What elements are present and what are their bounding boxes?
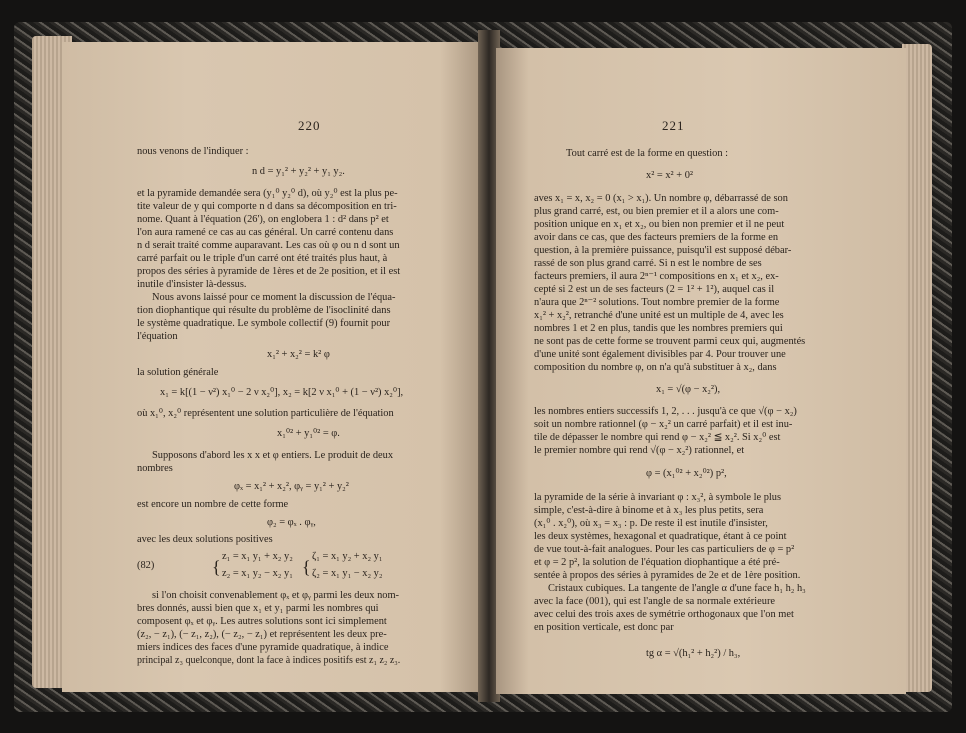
equation: z₂ = x₁ y₂ − x₂ y₁ [222,568,293,579]
text-line: position unique en x₁ et x₂, ou bien non premier et il ne peut [534,219,785,230]
right-page [496,48,906,694]
text-line: est encore un nombre de cette forme [137,499,289,510]
text-line: Cristaux cubiques. La tangente de l'angle α d'une face h₁ h₂ h₃ [548,583,806,594]
text-line: avec la face (001), qui est l'angle de sa normale extérieure [534,596,776,607]
text-line: avec les deux solutions positives [137,534,273,545]
text-line: ne sont pas de cette forme se trouvent parmi ceux qui, augmentés [534,336,806,347]
text-line: x₁² + x₂², retranché d'une unité est un multiple de 4, avec les [534,310,784,321]
text-line: nous venons de l'indiquer : [137,146,249,157]
text-line: le système quadratique. Le symbole collectif (9) fournit pour [137,318,391,329]
equation: x₁ = k[(1 − ν²) x₁⁰ − 2 ν x₂⁰], x₂ = k[2 ν x₁⁰ + (1 − ν²) x₂⁰], [160,387,404,398]
left-page [62,42,482,692]
text-line: l'on aura ramené ce cas au cas général. Un carré contenu dans [137,227,394,238]
text-line: où x₁⁰, x₂⁰ représentent une solution particulière de l'équation [137,408,394,419]
text-line: simple, c'est-à-dire à binome et à x₃ les plus petits, sera [534,505,764,516]
text-line: les deux systèmes, hexagonal et quadratique, étant à ce point [534,531,787,542]
text-line: principal z₃ quelconque, dont la face à indices positifs est z₁ z₂ z₃. [137,655,401,666]
page-number-right: 221 [662,118,685,133]
equation: x² = x² + 0² [646,170,694,181]
equation: ζ₁ = x₁ y₂ + x₂ y₁ [312,551,383,562]
equation: z₁ = x₁ y₁ + x₂ y₂ [222,551,293,562]
text-line: plus grand carré, est, ou bien premier et il a alors une com- [534,206,779,217]
brace-icon: { [212,557,221,577]
text-line: propos des séries à pyramide de 1ères et de 2e position, et il est [137,266,401,277]
text-line: inutile d'insister là-dessus. [137,279,247,290]
equation: x₁⁰² + y₁⁰² = φ. [277,428,340,439]
text-line: rassé de son plus grand carré. Si n est le nombre de ses [534,258,762,269]
equation: φₓ = x₁² + x₂², φᵧ = y₁² + y₂² [234,481,349,492]
text-line: nombres [137,463,173,474]
text-line: l'équation [137,331,178,342]
page-edges-right [902,44,932,692]
text-line: la solution générale [137,367,219,378]
text-line: la pyramide de la série à invariant φ : x₃², à symbole le plus [534,492,782,503]
text-line: tion diophantique qui résulte du problème de l'isoclinité dans [137,305,391,316]
text-line: composition du nombre φ, on n'a qu'à substituer à x₂, dans [534,362,777,373]
text-line: et la pyramide demandée sera (y₁⁰ y₂⁰ d), où y₂⁰ est la plus pe- [137,188,398,199]
text-line: n'aura que 2ⁿ⁻² solutions. Tout nombre premier de la forme [534,297,780,308]
text-line: en position verticale, est donc par [534,622,674,633]
text-line: cepté si 2 est un de ses facteurs (2 = 1² + 1²), auquel cas il [534,284,775,295]
text-line: Nous avons laissé pour ce moment la discussion de l'équa- [152,292,396,303]
text-line: soit un nombre rationnel (φ − x₂² un carré parfait) et il est inu- [534,419,793,430]
equation: tg α = √(h₁² + h₂²) / h₃, [646,648,741,659]
equation: n d = y₁² + y₂² + y₁ y₂. [252,166,345,177]
text-line: Tout carré est de la forme en question : [566,148,728,159]
text-line: miers indices des faces d'une pyramide quadratique, à indice [137,642,389,653]
text-line: aves x₁ = x, x₂ = 0 (x₁ > x₁). Un nombre φ, débarrassé de son [534,193,788,204]
brace-icon: { [302,557,311,577]
text-line: n d serait traité comme auparavant. Les cas où φ ou n d sont un [137,240,400,251]
text-line: d'une unité sont également divisibles par 4. Pour trouver une [534,349,786,360]
text-line: nombres 1 et 2 en plus, tandis que les nombres premiers qui [534,323,783,334]
text-line: Supposons d'abord les x x et φ entiers. Le produit de deux [152,450,394,461]
text-line: avoir dans ce cas, que des facteurs premiers de la forme en [534,232,779,243]
equation: ζ₂ = x₁ y₁ − x₂ y₂ [312,568,383,579]
text-line: avec celui des trois axes de symétrie orthogonaux que l'on met [534,609,794,620]
text-line: si l'on choisit convenablement φₓ et φᵧ parmi les deux nom- [152,590,400,601]
text-line: tite valeur de y qui comporte n d dans sa décomposition en tri- [137,201,397,212]
text-line: carré parfait ou le triple d'un carré ont été traités plus haut, à [137,253,388,264]
text-line: composent φₓ et φᵧ. Les autres solutions sont ici simplement [137,616,387,627]
page-number-left: 220 [298,118,321,133]
equation: φ = (x₁⁰² + x₂⁰²) p², [646,468,727,479]
equation: x₁ = √(φ − x₂²), [656,384,721,395]
text-line: sentée à propos des séries à pyramides de 2e et de 1ère position. [534,570,801,581]
text-line: le premier nombre qui rend √(φ − x₂²) rationnel, et [534,445,745,456]
equation: x₁² + x₂² = k² φ [267,349,330,360]
text-line: bres donnés, aussi bien que x₁ et y₁ parmi les nombres qui [137,603,379,614]
text-line: nome. Quant à l'équation (26'), on englobera 1 : d² dans p² et [137,214,389,225]
text-line: et φ = 2 p², la solution de l'équation diophantique a été pré- [534,557,780,568]
text-line: les nombres entiers successifs 1, 2, . . . jusqu'à ce que √(φ − x₂) [534,406,797,417]
text-line: question, à la première puissance, puisqu'il est supposé débar- [534,245,792,256]
text-line: tile de dépasser le nombre qui rend φ − x₂² ≦ x₂². Si x₂⁰ est [534,432,781,443]
equation-number: (82) [137,560,155,571]
equation: φ₂ = φₓ . φᵧ, [267,517,316,528]
text-line: de vue tout-à-fait analogues. Pour les cas particuliers de φ = p² [534,544,795,555]
text-line: (z₂, − z₁), (− z₁, z₂), (− z₂, − z₁) et représentent les deux pre- [137,629,387,640]
text-line: (x₁⁰ . x₂⁰), où x₃ = x₃ : p. De reste il est inutile d'insister, [534,518,768,529]
text-line: facteurs premiers, il aura 2ⁿ⁻¹ compositions en x₁ et x₂, ex- [534,271,779,282]
